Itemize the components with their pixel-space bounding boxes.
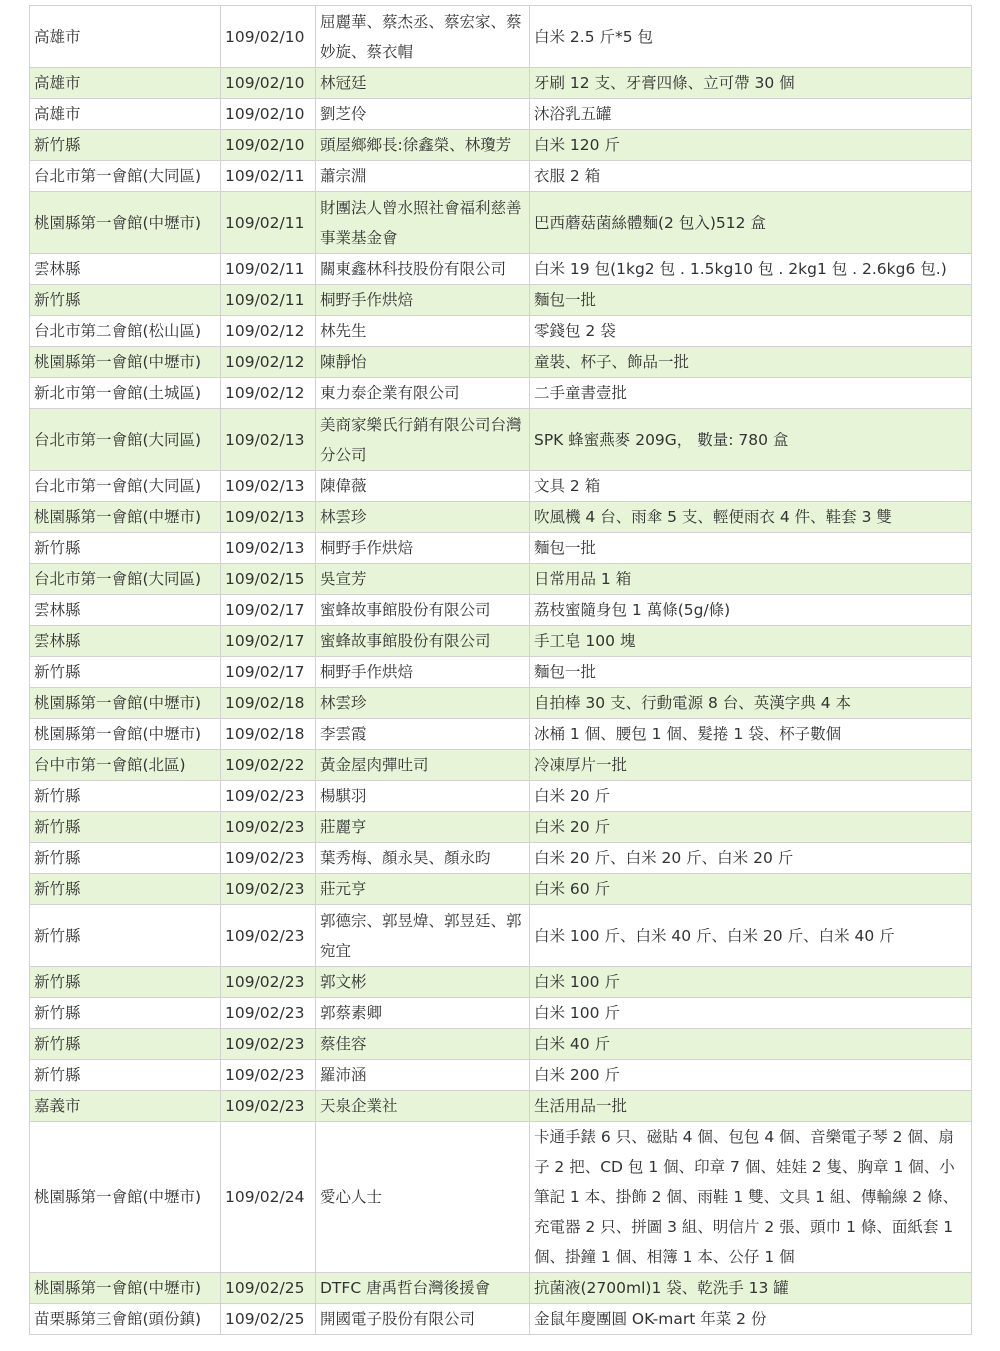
table-row <box>30 409 972 471</box>
table-row <box>30 68 972 99</box>
items-cell: 吹風機 4 台、雨傘 5 支、輕便雨衣 4 件、鞋套 3 雙 <box>530 502 972 533</box>
date-cell: 109/02/10 <box>221 68 316 99</box>
items-cell: 麵包一批 <box>530 657 972 688</box>
region-cell: 新竹縣 <box>30 285 221 316</box>
region-cell: 新竹縣 <box>30 998 221 1029</box>
region-cell: 新北市第一會館(土城區) <box>30 378 221 409</box>
table-row <box>30 688 972 719</box>
items-cell: 沐浴乳五罐 <box>530 99 972 130</box>
donor-cell: 郭蔡素卿 <box>316 998 530 1029</box>
items-cell: 冰桶 1 個、腰包 1 個、髮捲 1 袋、杯子數個 <box>530 719 972 750</box>
donor-cell: 蕭宗淵 <box>316 161 530 192</box>
donor-cell: 林雲珍 <box>316 688 530 719</box>
items-cell: 手工皂 100 塊 <box>530 626 972 657</box>
region-cell: 新竹縣 <box>30 843 221 874</box>
date-cell: 109/02/12 <box>221 316 316 347</box>
date-cell: 109/02/10 <box>221 99 316 130</box>
donor-cell: 陳靜怡 <box>316 347 530 378</box>
date-cell: 109/02/10 <box>221 130 316 161</box>
items-cell: 白米 100 斤、白米 40 斤、白米 20 斤、白米 40 斤 <box>530 905 972 967</box>
items-cell: 文具 2 箱 <box>530 471 972 502</box>
date-cell: 109/02/23 <box>221 843 316 874</box>
donor-cell: 財團法人曾水照社會福利慈善事業基金會 <box>316 192 530 254</box>
table-row <box>30 905 972 967</box>
region-cell: 新竹縣 <box>30 533 221 564</box>
table-row <box>30 192 972 254</box>
date-cell: 109/02/11 <box>221 285 316 316</box>
donation-table <box>29 5 972 1335</box>
donor-cell: 桐野手作烘焙 <box>316 285 530 316</box>
items-cell: SPK 蜂蜜燕麥 209G， 數量: 780 盒 <box>530 409 972 471</box>
date-cell: 109/02/13 <box>221 471 316 502</box>
donor-cell: 吳宣芳 <box>316 564 530 595</box>
items-cell: 白米 2.5 斤*5 包 <box>530 6 972 68</box>
table-row <box>30 161 972 192</box>
date-cell: 109/02/18 <box>221 688 316 719</box>
region-cell: 新竹縣 <box>30 1060 221 1091</box>
date-cell: 109/02/22 <box>221 750 316 781</box>
table-row <box>30 626 972 657</box>
donor-cell: 蜜蜂故事館股份有限公司 <box>316 595 530 626</box>
table-row <box>30 1273 972 1304</box>
table-row <box>30 967 972 998</box>
region-cell: 台北市第一會館(大同區) <box>30 564 221 595</box>
table-row <box>30 347 972 378</box>
table-row <box>30 1091 972 1122</box>
date-cell: 109/02/23 <box>221 874 316 905</box>
region-cell: 新竹縣 <box>30 967 221 998</box>
date-cell: 109/02/23 <box>221 967 316 998</box>
region-cell: 高雄市 <box>30 68 221 99</box>
items-cell: 日常用品 1 箱 <box>530 564 972 595</box>
date-cell: 109/02/17 <box>221 595 316 626</box>
region-cell: 雲林縣 <box>30 595 221 626</box>
date-cell: 109/02/23 <box>221 1091 316 1122</box>
donor-cell: 美商家樂氏行銷有限公司台灣分公司 <box>316 409 530 471</box>
region-cell: 雲林縣 <box>30 626 221 657</box>
region-cell: 桃園縣第一會館(中壢市) <box>30 1122 221 1273</box>
donor-cell: 天泉企業社 <box>316 1091 530 1122</box>
table-row <box>30 998 972 1029</box>
items-cell: 麵包一批 <box>530 285 972 316</box>
donor-cell: 桐野手作烘焙 <box>316 533 530 564</box>
items-cell: 白米 100 斤 <box>530 998 972 1029</box>
date-cell: 109/02/17 <box>221 657 316 688</box>
donor-cell: 桐野手作烘焙 <box>316 657 530 688</box>
donor-cell: 蜜蜂故事館股份有限公司 <box>316 626 530 657</box>
table-row <box>30 750 972 781</box>
table-row <box>30 595 972 626</box>
region-cell: 高雄市 <box>30 99 221 130</box>
donor-cell: 郭文彬 <box>316 967 530 998</box>
table-row <box>30 378 972 409</box>
region-cell: 嘉義市 <box>30 1091 221 1122</box>
region-cell: 桃園縣第一會館(中壢市) <box>30 502 221 533</box>
region-cell: 台北市第一會館(大同區) <box>30 471 221 502</box>
table-row <box>30 254 972 285</box>
items-cell: 二手童書壹批 <box>530 378 972 409</box>
table-row <box>30 1122 972 1273</box>
items-cell: 荔枝蜜隨身包 1 萬條(5g/條) <box>530 595 972 626</box>
items-cell: 抗菌液(2700ml)1 袋、乾洗手 13 罐 <box>530 1273 972 1304</box>
table-row <box>30 130 972 161</box>
donor-cell: 林先生 <box>316 316 530 347</box>
table-row <box>30 1060 972 1091</box>
region-cell: 台北市第一會館(大同區) <box>30 161 221 192</box>
items-cell: 白米 40 斤 <box>530 1029 972 1060</box>
donor-cell: 開國電子股份有限公司 <box>316 1304 530 1335</box>
donor-cell: DTFC 唐禹哲台灣後援會 <box>316 1273 530 1304</box>
region-cell: 新竹縣 <box>30 781 221 812</box>
date-cell: 109/02/17 <box>221 626 316 657</box>
donor-cell: 楊騏羽 <box>316 781 530 812</box>
table-row <box>30 1304 972 1335</box>
donor-cell: 蔡佳容 <box>316 1029 530 1060</box>
date-cell: 109/02/23 <box>221 905 316 967</box>
region-cell: 桃園縣第一會館(中壢市) <box>30 688 221 719</box>
date-cell: 109/02/15 <box>221 564 316 595</box>
date-cell: 109/02/23 <box>221 1029 316 1060</box>
donor-cell: 關東鑫林科技股份有限公司 <box>316 254 530 285</box>
date-cell: 109/02/10 <box>221 6 316 68</box>
table-row <box>30 6 972 68</box>
region-cell: 高雄市 <box>30 6 221 68</box>
table-row <box>30 316 972 347</box>
table-row <box>30 533 972 564</box>
date-cell: 109/02/24 <box>221 1122 316 1273</box>
donor-cell: 陳偉薇 <box>316 471 530 502</box>
table-row <box>30 874 972 905</box>
donor-cell: 林雲珍 <box>316 502 530 533</box>
donor-cell: 屈麗華、蔡杰丞、蔡宏家、蔡妙旋、蔡衣帽 <box>316 6 530 68</box>
date-cell: 109/02/25 <box>221 1304 316 1335</box>
items-cell: 衣服 2 箱 <box>530 161 972 192</box>
items-cell: 牙刷 12 支、牙膏四條、立可帶 30 個 <box>530 68 972 99</box>
table-row <box>30 564 972 595</box>
table-row <box>30 1029 972 1060</box>
table-row <box>30 285 972 316</box>
date-cell: 109/02/18 <box>221 719 316 750</box>
items-cell: 巴西蘑菇菌絲體麵(2 包入)512 盒 <box>530 192 972 254</box>
items-cell: 金鼠年慶團圓 OK-mart 年菜 2 份 <box>530 1304 972 1335</box>
items-cell: 童裝、杯子、飾品一批 <box>530 347 972 378</box>
items-cell: 白米 20 斤、白米 20 斤、白米 20 斤 <box>530 843 972 874</box>
date-cell: 109/02/25 <box>221 1273 316 1304</box>
region-cell: 桃園縣第一會館(中壢市) <box>30 719 221 750</box>
region-cell: 新竹縣 <box>30 812 221 843</box>
donor-cell: 李雲霞 <box>316 719 530 750</box>
region-cell: 新竹縣 <box>30 657 221 688</box>
date-cell: 109/02/12 <box>221 378 316 409</box>
table-row <box>30 719 972 750</box>
region-cell: 台中市第一會館(北區) <box>30 750 221 781</box>
date-cell: 109/02/11 <box>221 254 316 285</box>
items-cell: 白米 200 斤 <box>530 1060 972 1091</box>
items-cell: 自拍棒 30 支、行動電源 8 台、英漢字典 4 本 <box>530 688 972 719</box>
region-cell: 台北市第二會館(松山區) <box>30 316 221 347</box>
table-row <box>30 843 972 874</box>
donor-cell: 羅沛涵 <box>316 1060 530 1091</box>
date-cell: 109/02/23 <box>221 812 316 843</box>
region-cell: 新竹縣 <box>30 1029 221 1060</box>
donor-cell: 林冠廷 <box>316 68 530 99</box>
items-cell: 白米 19 包(1kg2 包 . 1.5kg10 包 . 2kg1 包 . 2.6kg6 包.) <box>530 254 972 285</box>
items-cell: 冷凍厚片一批 <box>530 750 972 781</box>
date-cell: 109/02/11 <box>221 161 316 192</box>
items-cell: 白米 60 斤 <box>530 874 972 905</box>
items-cell: 生活用品一批 <box>530 1091 972 1122</box>
table-row <box>30 781 972 812</box>
items-cell: 卡通手錶 6 只、磁貼 4 個、包包 4 個、音樂電子琴 2 個、扇子 2 把、CD 包 1 個、印章 7 個、娃娃 2 隻、胸章 1 個、小筆記 1 本、掛飾 2 個、雨鞋 1 雙、文具 1 組、傳輸線 2 條、充電器 2 只、拼圖 3 組、明信片 2 張、頭巾 1 條、面紙套 1 個、掛鐘 1 個、相簿 1 本、公仔 1 個 <box>530 1122 972 1273</box>
region-cell: 台北市第一會館(大同區) <box>30 409 221 471</box>
date-cell: 109/02/12 <box>221 347 316 378</box>
items-cell: 麵包一批 <box>530 533 972 564</box>
region-cell: 桃園縣第一會館(中壢市) <box>30 1273 221 1304</box>
date-cell: 109/02/13 <box>221 533 316 564</box>
date-cell: 109/02/13 <box>221 409 316 471</box>
table-row <box>30 657 972 688</box>
donor-cell: 葉秀梅、顏永昊、顏永昀 <box>316 843 530 874</box>
region-cell: 新竹縣 <box>30 905 221 967</box>
table-row <box>30 502 972 533</box>
region-cell: 桃園縣第一會館(中壢市) <box>30 347 221 378</box>
region-cell: 桃園縣第一會館(中壢市) <box>30 192 221 254</box>
date-cell: 109/02/11 <box>221 192 316 254</box>
donor-cell: 頭屋鄉鄉長:徐鑫榮、林瓊芳 <box>316 130 530 161</box>
table-row <box>30 471 972 502</box>
date-cell: 109/02/23 <box>221 1060 316 1091</box>
table-row <box>30 812 972 843</box>
donor-cell: 東力泰企業有限公司 <box>316 378 530 409</box>
donor-cell: 莊麗亨 <box>316 812 530 843</box>
donor-cell: 郭德宗、郭昱煒、郭昱廷、郭宛宜 <box>316 905 530 967</box>
donation-list-page <box>29 5 971 1335</box>
items-cell: 零錢包 2 袋 <box>530 316 972 347</box>
region-cell: 新竹縣 <box>30 130 221 161</box>
region-cell: 苗栗縣第三會館(頭份鎮) <box>30 1304 221 1335</box>
date-cell: 109/02/23 <box>221 998 316 1029</box>
items-cell: 白米 100 斤 <box>530 967 972 998</box>
items-cell: 白米 20 斤 <box>530 781 972 812</box>
table-row <box>30 99 972 130</box>
items-cell: 白米 120 斤 <box>530 130 972 161</box>
items-cell: 白米 20 斤 <box>530 812 972 843</box>
donor-cell: 莊元亨 <box>316 874 530 905</box>
date-cell: 109/02/13 <box>221 502 316 533</box>
region-cell: 新竹縣 <box>30 874 221 905</box>
date-cell: 109/02/23 <box>221 781 316 812</box>
donor-cell: 劉芝伶 <box>316 99 530 130</box>
donor-cell: 愛心人士 <box>316 1122 530 1273</box>
donor-cell: 黃金屋肉彈吐司 <box>316 750 530 781</box>
region-cell: 雲林縣 <box>30 254 221 285</box>
